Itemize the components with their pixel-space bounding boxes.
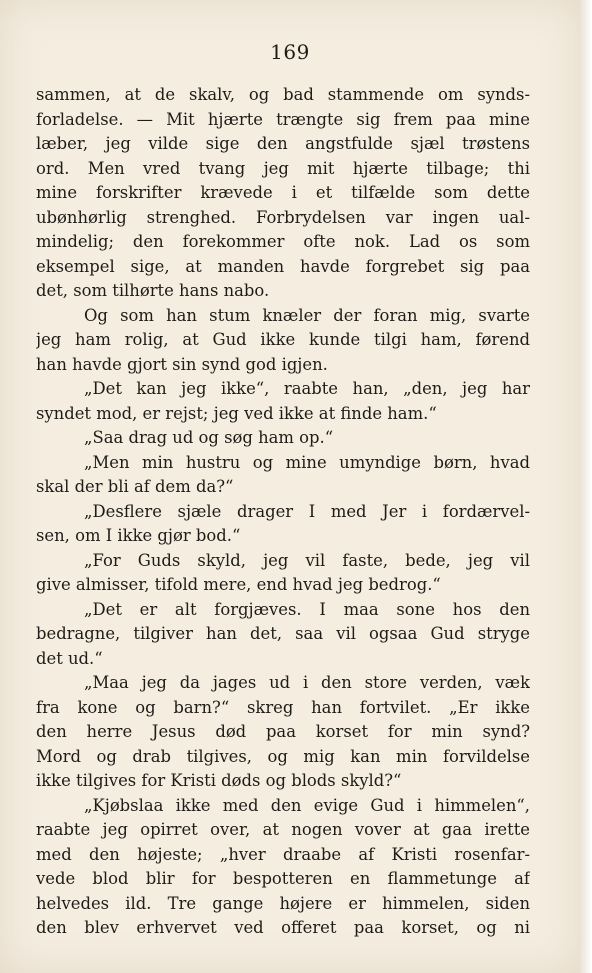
text-line: det ud.“ <box>36 648 103 668</box>
text-line: den blev erhvervet ved offeret paa korset, og ni <box>36 918 530 937</box>
text-line: jeg ham rolig, at Gud ikke kunde tilgi ham, førend <box>36 330 530 349</box>
text-line: „Saa drag ud og søg ham op.“ <box>84 428 334 447</box>
text-line: skal der bli af dem da?“ <box>36 477 234 496</box>
text-line: Mord og drab tilgives, og mig kan min forvildelse <box>36 746 530 766</box>
text-line: læber, jeg vilde sige den angstfulde sjæl trøstens <box>36 134 530 153</box>
text-line: han havde gjort sin synd god igjen. <box>36 354 328 374</box>
text-line: „Det kan jeg ikke“, raabte han, „den, jeg har <box>84 379 530 398</box>
page-number: 169 <box>270 40 310 64</box>
text-line: mindelig; den forekommer ofte nok. Lad os som <box>36 232 530 251</box>
text-line: helvedes ild. Tre gange højere er himmelen, siden <box>36 893 530 913</box>
text-line: eksempel sige, at manden havde forgrebet sig paa <box>36 256 530 276</box>
text-line: syndet mod, er rejst; jeg ved ikke at finde ham.“ <box>36 403 437 423</box>
text-line: „Maa jeg da jages ud i den store verden, væk <box>84 673 530 692</box>
text-line: „For Guds skyld, jeg vil faste, bede, jeg vil <box>84 550 530 570</box>
text-line: med den højeste; „hver draabe af Kristi rosenfar- <box>36 844 530 864</box>
text-line: ubønhørlig strenghed. Forbrydelsen var ingen ual- <box>36 207 530 227</box>
text-line: fra kone og barn?“ skreg han fortvilet. „Er ikke <box>36 697 530 717</box>
text-line: give almisser, tifold mere, end hvad jeg bedrog.“ <box>36 575 441 594</box>
text-line: sammen, at de skalv, og bad stammende om synds- <box>36 85 530 104</box>
text-line: „Det er alt forgjæves. I maa sone hos den <box>84 599 530 619</box>
text-line: den herre Jesus død paa korset for min synd? <box>36 722 530 741</box>
text-line: ikke tilgives for Kristi døds og blods skyld?“ <box>36 771 402 790</box>
text-line: „Men min hustru og mine umyndige børn, hvad <box>84 452 530 472</box>
text-line: forladelse. — Mit hjærte trængte sig frem paa mine <box>36 109 530 129</box>
text-line: mine forskrifter krævede i et tilfælde som dette <box>36 183 530 202</box>
page-edge <box>580 0 592 973</box>
text-line: vede blod blir for bespotteren en flammetunge af <box>36 869 530 888</box>
text-line: raabte jeg opirret over, at nogen vover at gaa irette <box>36 820 530 839</box>
text-line: „Kjøbslaa ikke med den evige Gud i himmelen“, <box>84 795 530 815</box>
body-text <box>36 83 530 941</box>
text-line: ord. Men vred tvang jeg mit hjærte tilbage; thi <box>36 158 530 178</box>
text-line: bedragne, tilgiver han det, saa vil ogsaa Gud stryge <box>36 624 530 643</box>
text-line: „Desflere sjæle drager I med Jer i fordærvel- <box>84 501 530 521</box>
text-line: det, som tilhørte hans nabo. <box>36 281 270 300</box>
text-line: Og som han stum knæler der foran mig, svarte <box>84 305 530 325</box>
text-line: sen, om I ikke gjør bod.“ <box>36 526 241 545</box>
